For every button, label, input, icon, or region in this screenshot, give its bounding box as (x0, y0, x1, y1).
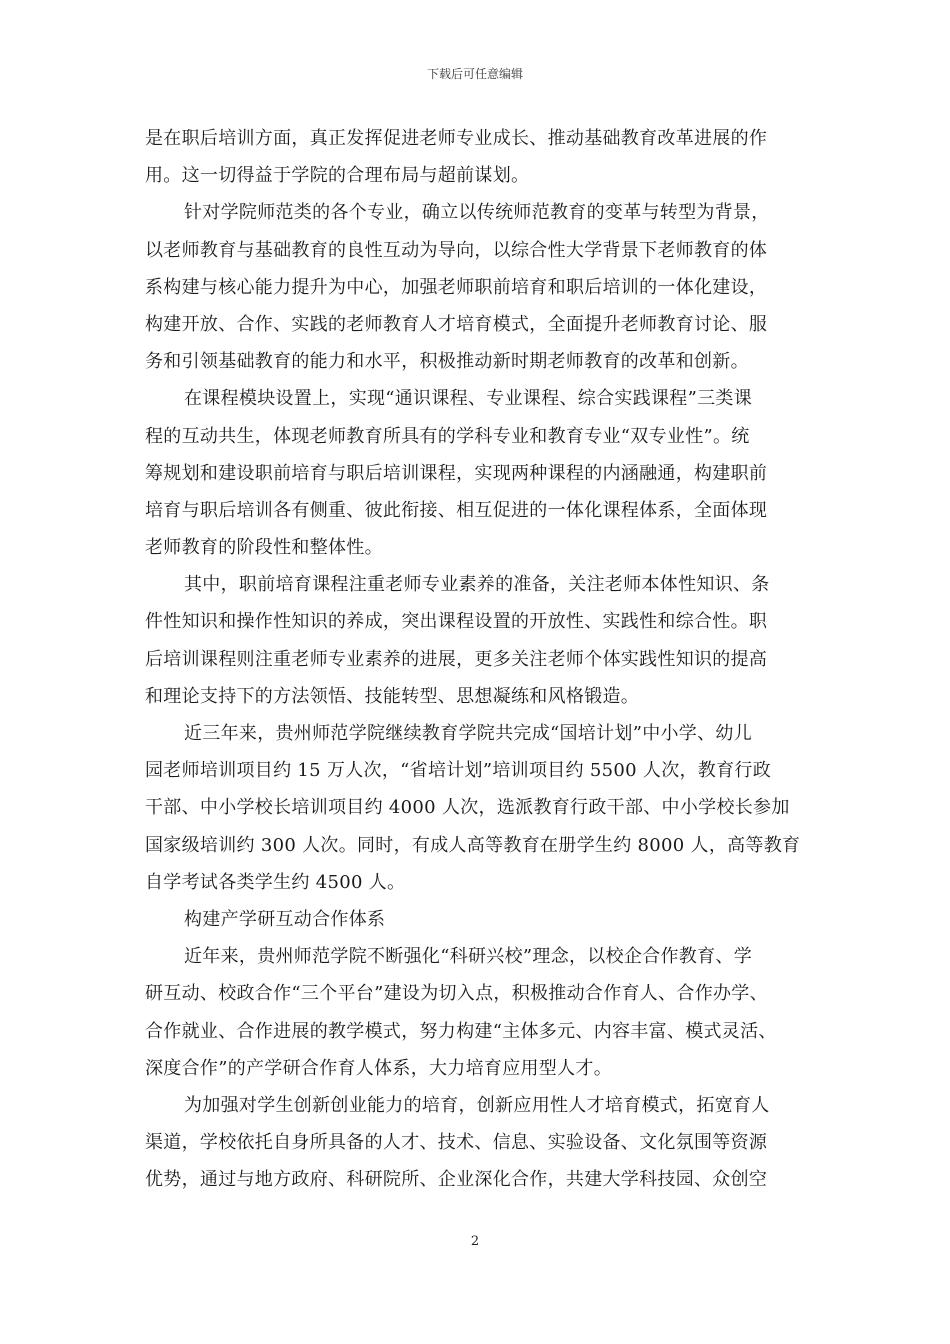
paragraph-p7 (145, 938, 810, 1087)
text-line: 系构建与核心能力提升为中心，加强老师职前培育和职后培训的一体化建设， (145, 276, 768, 298)
text-line: 国家级培训约 300 人次。同时，有成人高等教育在册学生约 8000 人，高等教育 (145, 834, 801, 856)
page-number: 2 (470, 1234, 480, 1249)
document-body (145, 120, 810, 1198)
text-line: 优势，通过与地方政府、科研院所、企业深化合作，共建大学科技园、众创空 (145, 1169, 768, 1191)
text-line: 渠道，学校依托自身所具备的人才、技术、信息、实验设备、文化氛围等资源 (145, 1132, 768, 1154)
text-line: 筹规划和建设职前培育与职后培训课程，实现两种课程的内涵融通，构建职前 (145, 462, 768, 484)
text-line: 自学考试各类学生约 4500 人。 (145, 871, 406, 893)
page-header: 下载后可任意编辑 (426, 67, 523, 81)
text-line: 深度合作”的产学研合作育人体系，大力培育应用型人才。 (145, 1057, 612, 1079)
text-line: 构建开放、合作、实践的老师教育人才培育模式，全面提升老师教育讨论、服 (145, 313, 768, 335)
text-line: 老师教育的阶段性和整体性。 (145, 537, 383, 559)
text-line: 其中，职前培育课程注重老师专业素养的准备，关注老师本体性知识、条 (184, 574, 770, 596)
text-line: 干部、中小学校长培训项目约 4000 人次，选派教育行政干部、中小学校长参加 (145, 797, 790, 819)
text-line: 以老师教育与基础教育的良性互动为导向，以综合性大学背景下老师教育的体 (145, 239, 768, 261)
paragraph-p2 (145, 194, 810, 380)
text-line: 后培训课程则注重老师专业素养的进展，更多关注老师个体实践性知识的提高 (145, 648, 768, 670)
text-line: 和理论支持下的方法领悟、技能转型、思想凝练和风格锻造。 (145, 685, 640, 707)
paragraph-p5 (145, 715, 810, 901)
text-line: 是在职后培训方面，真正发挥促进老师专业成长、推动基础教育改革进展的作 (145, 128, 768, 149)
text-line: 培育与职后培训各有侧重、彼此衔接、相互促进的一体化课程体系，全面体现 (145, 499, 768, 521)
paragraph-p1 (145, 120, 810, 194)
text-line: 近年来，贵州师范学院不断强化“科研兴校”理念，以校企合作教育、学 (184, 946, 753, 968)
text-line: 为加强对学生创新创业能力的培育，创新应用性人才培育模式，拓宽育人 (184, 1094, 770, 1116)
text-line: 在课程模块设置上，实现“通识课程、专业课程、综合实践课程”三类课 (184, 388, 753, 410)
paragraph-p3 (145, 380, 810, 566)
text-line: 研互动、校政合作“三个平台”建设为切入点，积极推动合作育人、合作办学、 (145, 983, 768, 1005)
paragraph-p4 (145, 566, 810, 715)
text-line: 构建产学研互动合作体系 (184, 908, 386, 930)
text-line: 件性知识和操作性知识的养成，突出课程设置的开放性、实践性和综合性。职 (145, 611, 768, 633)
paragraph-p8 (145, 1087, 810, 1199)
paragraph-p6 (145, 901, 810, 938)
text-line: 程的互动共生，体现老师教育所具有的学科专业和教育专业“双专业性”。统 (145, 425, 750, 447)
text-line: 用。这一切得益于学院的合理布局与超前谋划。 (145, 165, 530, 187)
text-line: 近三年来，贵州师范学院继续教育学院共完成“国培计划”中小学、幼儿 (184, 723, 753, 744)
text-line: 合作就业、合作进展的教学模式，努力构建“主体多元、内容丰富、模式灵活、 (145, 1020, 777, 1042)
text-line: 务和引领基础教育的能力和水平，积极推动新时期老师教育的改革和创新。 (145, 351, 749, 373)
text-line: 针对学院师范类的各个专业，确立以传统师范教育的变革与转型为背景， (184, 202, 770, 224)
text-line: 园老师培训项目约 15 万人次，“省培计划”培训项目约 5500 人次，教育行政 (145, 760, 772, 782)
